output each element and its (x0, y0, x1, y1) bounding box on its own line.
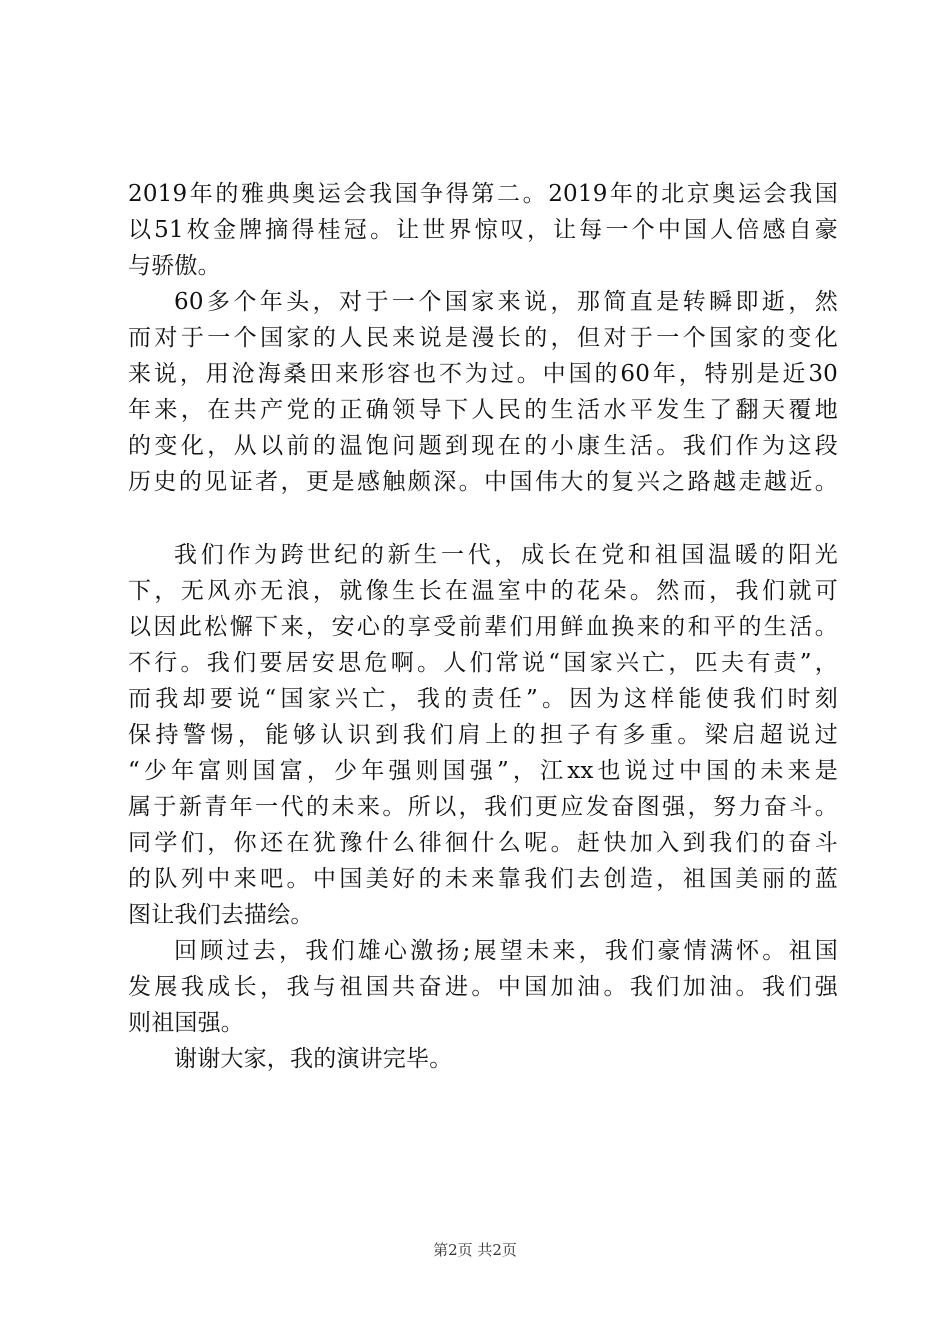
text-line: 同学们，你还在犹豫什么徘徊什么呢。赶快加入到我们的奋斗 (128, 830, 838, 856)
text-line: 图让我们去描绘。 (128, 902, 314, 928)
text-line: 而对于一个国家的人民来说是漫长的，但对于一个国家的变化 (128, 325, 838, 351)
text-line: 的变化，从以前的温饱问题到现在的小康生活。我们作为这段 (128, 433, 838, 459)
text-line: 不行。我们要居安思危啊。人们常说“国家兴亡，匹夫有责”， (128, 650, 838, 676)
paragraph-sixty-years (128, 284, 838, 500)
text-line: 2019年的雅典奥运会我国争得第二。2019年的北京奥运会我国 (128, 181, 838, 207)
text-line: “少年富则国富，少年强则国强”，江xx也说过中国的未来是 (128, 758, 838, 784)
text-line: 则祖国强。 (128, 1010, 244, 1036)
text-line: 60多个年头，对于一个国家来说，那简直是转瞬即逝，然 (174, 289, 838, 315)
text-line: 保持警惕，能够认识到我们肩上的担子有多重。梁启超说过 (128, 722, 838, 748)
text-line: 回顾过去，我们雄心激扬;展望未来，我们豪情满怀。祖国 (174, 938, 838, 964)
text-line: 以因此松懈下来，安心的享受前辈们用鲜血换来的和平的生活。 (128, 614, 838, 640)
text-line: 以51枚金牌摘得桂冠。让世界惊叹，让每一个中国人倍感自豪 (128, 217, 838, 243)
paragraph-olympics (128, 176, 838, 284)
paragraph-closing (128, 1041, 838, 1077)
text-line: 与骄傲。 (128, 253, 221, 279)
page-number-footer: 第2页 共2页 (433, 1241, 517, 1259)
paragraph-looking-back (128, 933, 838, 1041)
text-line: 谢谢大家，我的演讲完毕。 (174, 1046, 453, 1072)
text-line: 下，无风亦无浪，就像生长在温室中的花朵。然而，我们就可 (128, 578, 838, 604)
text-line: 发展我成长，我与祖国共奋进。中国加油。我们加油。我们强 (128, 974, 838, 1000)
paragraph-spacer (128, 500, 838, 537)
text-line: 的队列中来吧。中国美好的未来靠我们去创造，祖国美丽的蓝 (128, 866, 838, 892)
document-body (128, 176, 838, 1077)
text-line: 年来，在共产党的正确领导下人民的生活水平发生了翻天覆地 (128, 397, 838, 423)
text-line: 属于新青年一代的未来。所以，我们更应发奋图强，努力奋斗。 (128, 794, 838, 820)
text-line: 而我却要说“国家兴亡，我的责任”。因为这样能使我们时刻 (128, 686, 838, 712)
text-line: 来说，用沧海桑田来形容也不为过。中国的60年，特别是近30 (128, 361, 838, 387)
paragraph-new-generation (128, 537, 838, 933)
text-line: 我们作为跨世纪的新生一代，成长在党和祖国温暖的阳光 (174, 542, 838, 568)
text-line: 历史的见证者，更是感触颇深。中国伟大的复兴之路越走越近。 (128, 469, 838, 495)
